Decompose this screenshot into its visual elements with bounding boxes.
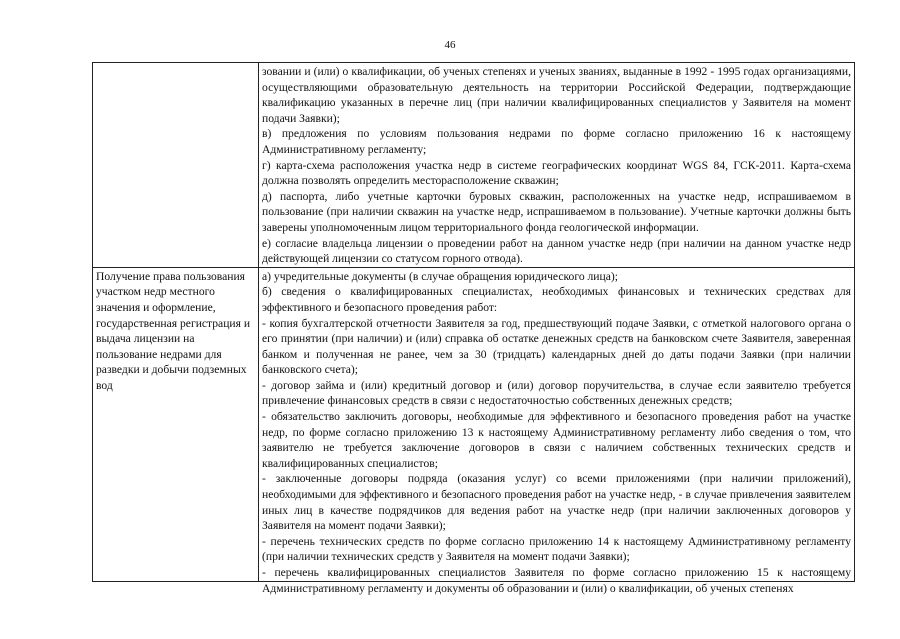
document-paragraph: - перечень квалифицированных специалистов Заявителя по форме согласно приложению 15 к настоящему Административному регламенту и документы об образовании и (или) о квалификации, об ученых степенях: [262, 566, 851, 595]
document-paragraph: - договор займа и (или) кредитный договор и (или) договор поручительства, в случае если заявителю требуется привлечение финансовых средств в связи с недостаточностью собственных денежных средств;: [262, 378, 851, 408]
document-paragraph: - перечень технических средств по форме согласно приложению 14 к настоящему Административному регламенту (при наличии технических средств у Заявителя на момент подачи Заявки);: [262, 534, 851, 564]
table-row: [93, 267, 855, 581]
documents-cell: [259, 63, 855, 268]
table-row: [93, 63, 855, 268]
document-paragraph: - копия бухгалтерской отчетности Заявителя за год, предшествующий подаче Заявки, с отметкой налогового органа о его принятии (при наличии) и (или) справка об остатке денежных средств на банковском счете Заявителя, заверенная банком и полученная не ранее, чем за 30 (тридцать) календарных дней до даты подачи Заявки (при наличии банковского счета);: [262, 316, 851, 377]
document-paragraph: зовании и (или) о квалификации, об ученых степенях и ученых званиях, выданные в 1992 - 1995 годах организациями, осуществляющими образовательную деятельность на территории Российской Федерации, подтверждающие квалификацию указанных в перечне лиц (при наличии квалифицированных специалистов у Заявителя на момент подачи Заявки);: [262, 65, 851, 125]
document-paragraph: в) предложения по условиям пользования недрами по форме согласно приложению 16 к настоящему Административному регламенту;: [262, 127, 851, 156]
document-paragraph: б) сведения о квалифицированных специалистах, необходимых финансовых и технических средствах для эффективного и безопасного проведения работ:: [262, 285, 851, 314]
service-name-cell: Получение права пользования участком недр местного значения и оформление, государственная регистрация и выдача лицензии на пользование недрами для разведки и добычи подземных вод: [93, 267, 259, 581]
page-number: 46: [444, 39, 456, 51]
document-paragraph: - обязательство заключить договоры, необходимые для эффективного и безопасного проведения работ на участке недр, по форме согласно приложению 13 к настоящему Административному регламенту либо сведения о том, что заявителю не требуется заключение договоров в связи с наличием собственных технических средств и квалифицированных специалистов;: [262, 410, 851, 470]
service-name-cell: [93, 63, 259, 268]
document-paragraph: д) паспорта, либо учетные карточки буровых скважин, расположенных на участке недр, испрашиваемом в пользование (при наличии скважин на участке недр, испрашиваемом в пользование). Учетные карточки должны быть заверены уполномоченным лицом территориального фонда геологической информации.: [262, 189, 851, 234]
regulation-table: [92, 62, 855, 595]
document-paragraph: е) согласие владельца лицензии о проведении работ на данном участке недр (при наличии на данном участке недр действующей лицензии со статусом горного отвода).: [262, 236, 851, 266]
documents-cell: [259, 267, 855, 595]
document-paragraph: г) карта-схема расположения участка недр в системе географических координат WGS 84, ГСК-2011. Карта-схема должна позволять определить месторасположение скважин;: [262, 158, 851, 188]
document-paragraph: - заключенные договоры подряда (оказания услуг) со всеми приложениями (при наличии приложений), необходимыми для эффективного и безопасного проведения работ на участке недр, - в случае привлечения заявителем иных лиц в качестве подрядчиков для ведения работ на участке недр (при наличии заключенных договоров у Заявителя на момент подачи Заявки);: [262, 472, 851, 533]
document-paragraph: а) учредительные документы (в случае обращения юридического лица);: [262, 269, 618, 283]
